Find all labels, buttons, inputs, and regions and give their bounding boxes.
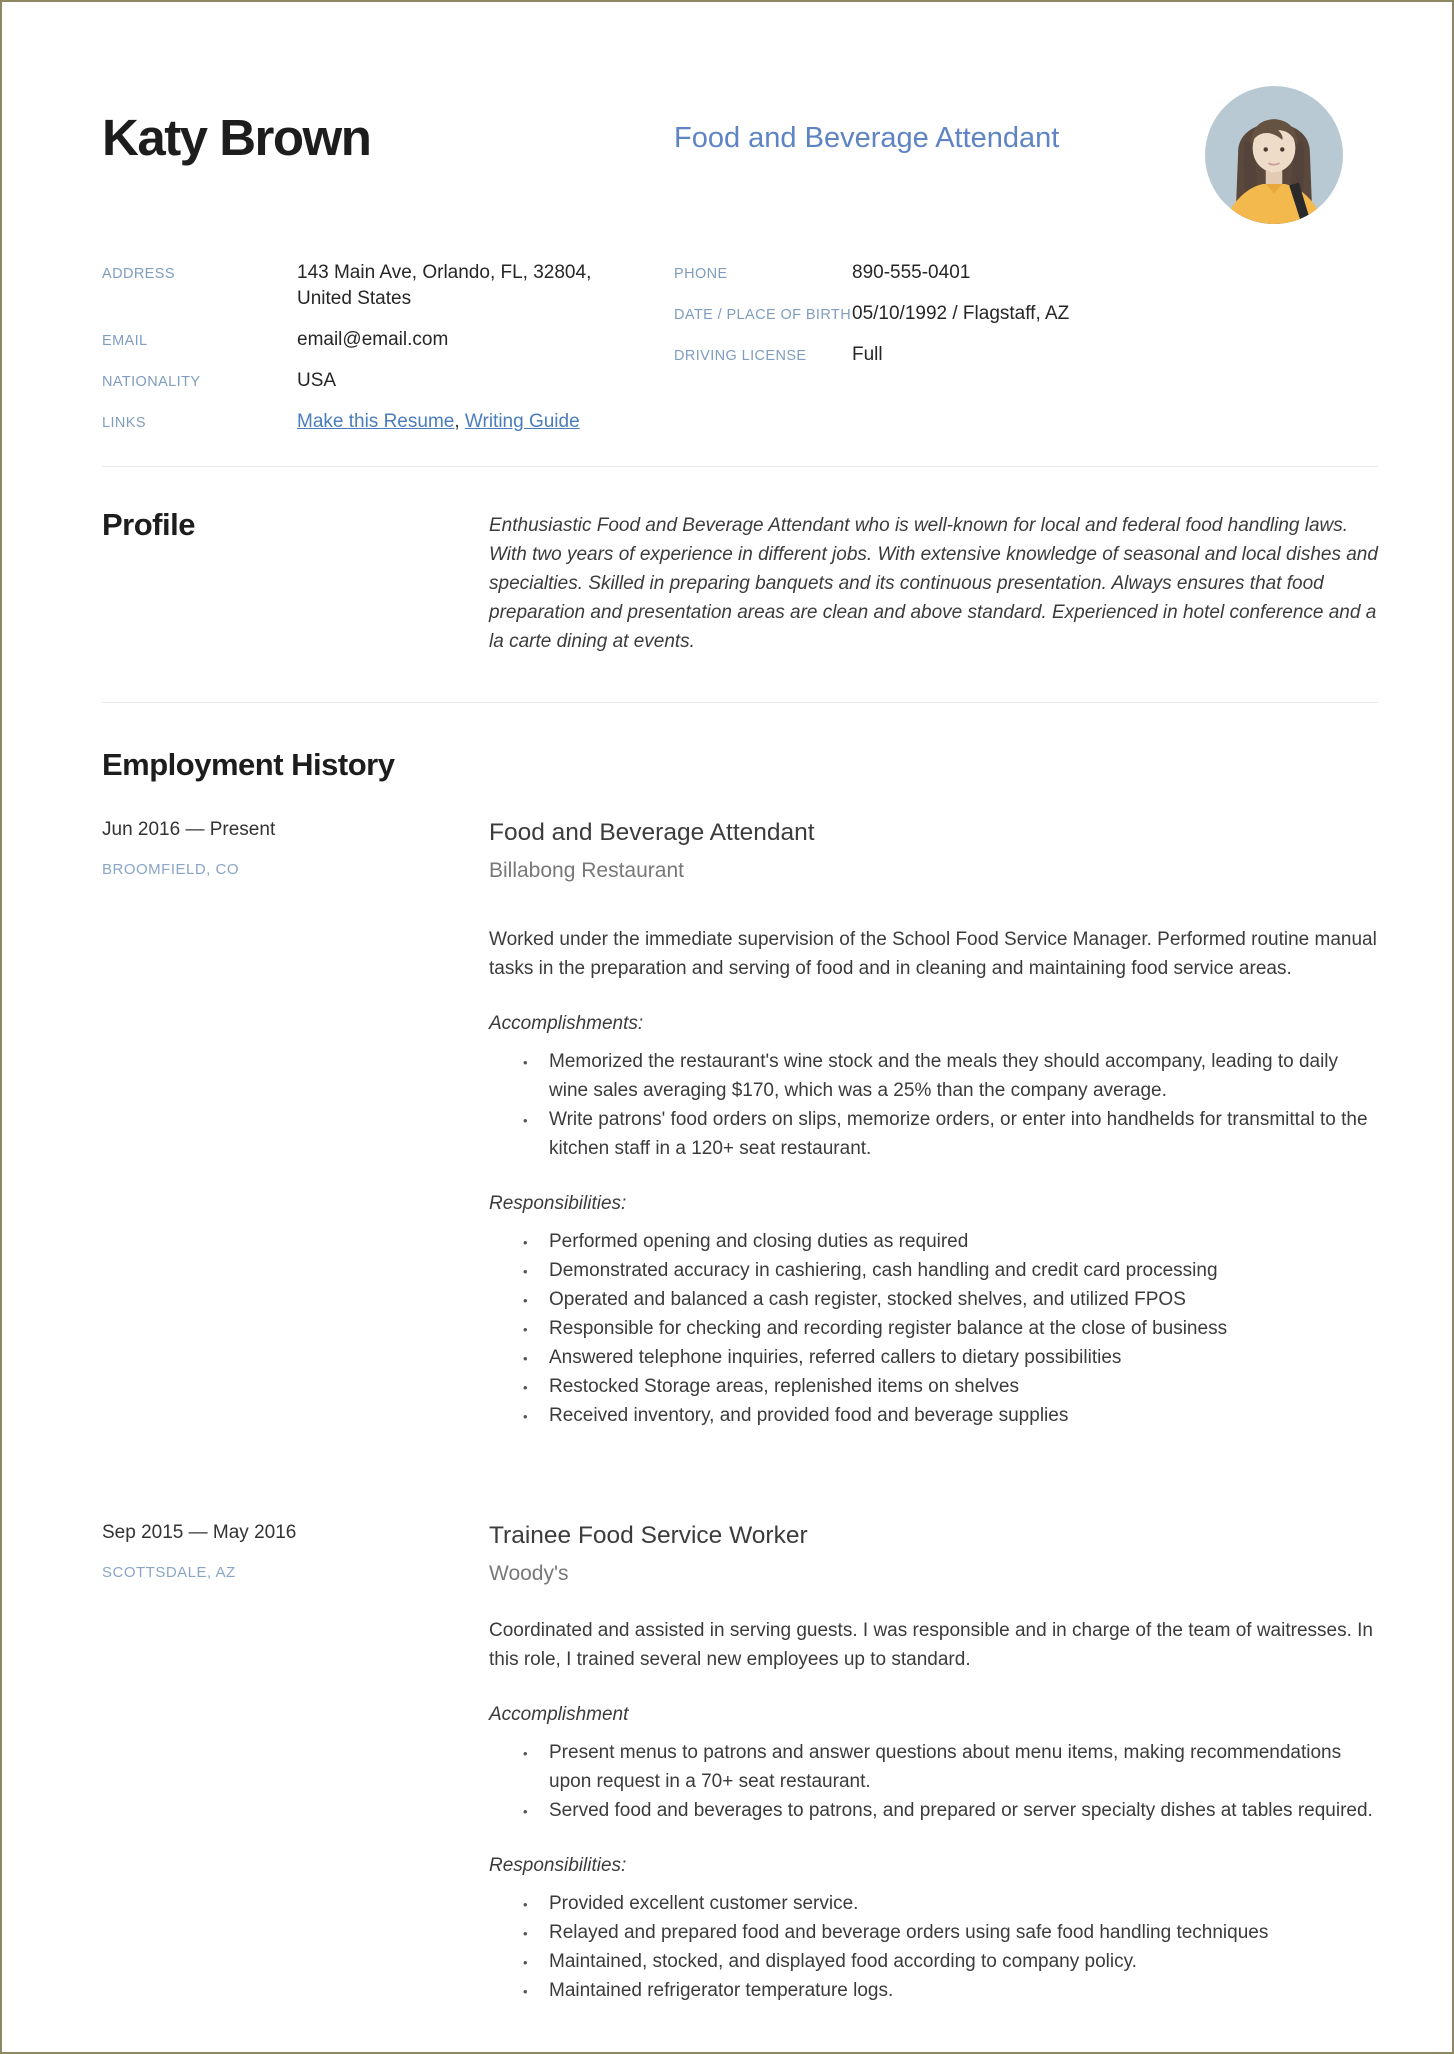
bullet-item: • Answered telephone inquiries, referred callers to dietary possibilities	[549, 1343, 1378, 1372]
job-1-accomplishments-list	[489, 1047, 1378, 1163]
bullet-item: • Responsible for checking and recording register balance at the close of business	[549, 1314, 1378, 1343]
contact-row-links	[102, 409, 674, 435]
job-entry-2	[102, 1522, 1378, 2005]
birth-value: 05/10/1992 / Flagstaff, AZ	[852, 303, 1070, 324]
bullet-item: • Performed opening and closing duties as required	[549, 1227, 1378, 1256]
links-value	[297, 409, 580, 435]
bullet-item: • Memorized the restaurant's wine stock and the meals they should accompany, leading to daily wine sales averaging $170, which was a 25% than the company average.	[549, 1047, 1378, 1105]
address-label: ADDRESS	[102, 266, 175, 282]
bullet-item: • Present menus to patrons and answer questions about menu items, making recommendations upon request in a 70+ seat restaurant.	[549, 1738, 1378, 1796]
job-2-title: Trainee Food Service Worker	[489, 1522, 808, 1549]
email-value: email@email.com	[297, 329, 449, 350]
bullet-item: • Maintained, stocked, and displayed food according to company policy.	[549, 1947, 1378, 1976]
email-label: EMAIL	[102, 333, 148, 349]
writing-guide-link[interactable]: Writing Guide	[464, 411, 580, 432]
profile-text: Enthusiastic Food and Beverage Attendant who is well-known for local and federal food handling laws. With two years of experience in different jobs. With extensive knowledge of seasonal and local dishes and specialties. Skilled in preparing banquets and its continuous presentation. Always ensures that food preparation and presentation areas are clean and above standard. Experienced in hotel conference and a la carte dining at events.	[489, 515, 1378, 652]
bullet-item: • Write patrons' food orders on slips, memorize orders, or enter into handhelds for transmittal to the kitchen staff in a 120+ seat restaurant.	[549, 1105, 1378, 1163]
bullet-item: • Provided excellent customer service.	[549, 1889, 1378, 1918]
contact-row-nationality	[102, 368, 674, 394]
job-2-employer: Woody's	[489, 1562, 569, 1585]
job-entry-1	[102, 819, 1378, 1430]
job-2-accomplishments-list	[489, 1738, 1378, 1825]
job-2-summary: Coordinated and assisted in serving guests. I was responsible and in charge of the team of waitresses. In this role, I trained several new employees up to standard.	[489, 1620, 1373, 1670]
links-label: LINKS	[102, 415, 146, 431]
profile-section	[102, 467, 1378, 656]
job-2-accomplishments-label: Accomplishment	[489, 1704, 629, 1725]
job-2-responsibilities-list	[489, 1889, 1378, 2005]
nationality-value: USA	[297, 370, 337, 391]
contact-row-birth	[674, 301, 1378, 327]
bullet-item: • Restocked Storage areas, replenished items on shelves	[549, 1372, 1378, 1401]
bullet-item: • Served food and beverages to patrons, and prepared or server specialty dishes at tables required.	[549, 1796, 1378, 1825]
job-1-responsibilities-list	[489, 1227, 1378, 1430]
license-value: Full	[852, 344, 883, 365]
contact-row-phone	[674, 260, 1378, 286]
license-label: DRIVING LICENSE	[674, 348, 807, 364]
phone-label: PHONE	[674, 266, 728, 282]
job-1-summary: Worked under the immediate supervision of the School Food Service Manager. Performed routine manual tasks in the preparation and serving of food and in cleaning and maintaining food service areas.	[489, 929, 1377, 979]
links-separator: ,	[454, 411, 465, 432]
bullet-item: • Relayed and prepared food and beverage orders using safe food handling techniques	[549, 1918, 1378, 1947]
divider-employment	[102, 702, 1378, 703]
contact-row-address	[102, 260, 674, 312]
contact-left-column	[102, 260, 674, 450]
phone-value: 890-555-0401	[852, 262, 971, 283]
make-this-resume-link[interactable]: Make this Resume	[297, 411, 455, 432]
job-1-accomplishments-label: Accomplishments:	[489, 1013, 644, 1034]
address-value: 143 Main Ave, Orlando, FL, 32804, United States	[297, 262, 592, 309]
bullet-item: • Demonstrated accuracy in cashiering, cash handling and credit card processing	[549, 1256, 1378, 1285]
profile-photo-illustration	[1205, 86, 1343, 224]
job-1-title: Food and Beverage Attendant	[489, 819, 815, 846]
job-1-dates: Jun 2016 — Present	[102, 819, 276, 840]
profile-photo	[1205, 86, 1343, 224]
bullet-item: • Operated and balanced a cash register, stocked shelves, and utilized FPOS	[549, 1285, 1378, 1314]
employment-heading: Employment History	[102, 747, 395, 782]
header	[102, 86, 1378, 224]
job-1-responsibilities-label: Responsibilities:	[489, 1193, 627, 1214]
contact-row-license	[674, 342, 1378, 368]
job-2-responsibilities-label: Responsibilities:	[489, 1855, 627, 1876]
job-2-dates: Sep 2015 — May 2016	[102, 1522, 297, 1543]
header-job-title: Food and Beverage Attendant	[674, 122, 1060, 154]
job-1-location: BROOMFIELD, CO	[102, 861, 240, 878]
contact-right-column	[674, 260, 1378, 450]
contact-row-email	[102, 327, 674, 353]
contact-section	[102, 260, 1378, 450]
job-1-employer: Billabong Restaurant	[489, 859, 684, 882]
bullet-item: • Received inventory, and provided food and beverage supplies	[549, 1401, 1378, 1430]
job-2-location: SCOTTSDALE, AZ	[102, 1564, 236, 1581]
person-name: Katy Brown	[102, 109, 371, 166]
nationality-label: NATIONALITY	[102, 374, 201, 390]
birth-label: DATE / PLACE OF BIRTH	[674, 307, 852, 323]
profile-heading: Profile	[102, 507, 195, 542]
bullet-item: • Maintained refrigerator temperature logs.	[549, 1976, 1378, 2005]
